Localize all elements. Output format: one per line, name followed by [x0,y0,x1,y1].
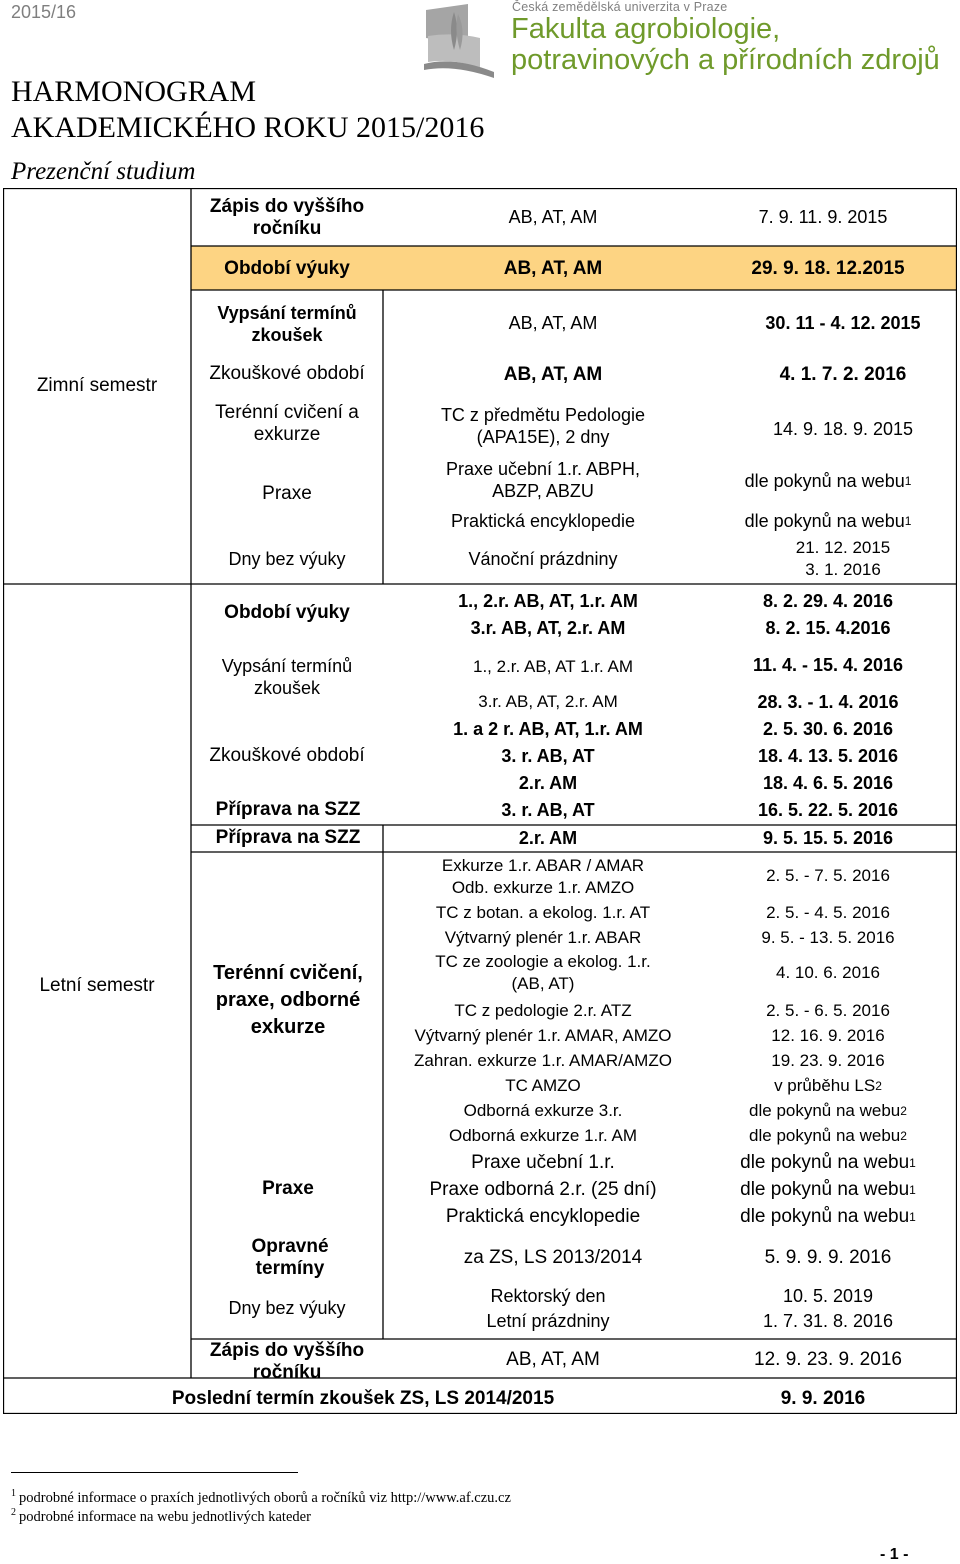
summer-field-date-8: v průběhu LS 2 [774,1076,882,1095]
summer-field-label: Terénní cvičení, praxe, odborné exkurze [213,961,363,1038]
summer-exam-signup-label: Vypsání termínů zkoušek [221,656,353,698]
summer-exam-signup-group-1: 1., 2.r. AB, AT 1.r. AM [472,657,633,676]
winter-holiday-group: Vánoční prázdniny [468,549,618,569]
summer-exam-signup-date-1: 11. 4. - 15. 4. 2016 [752,655,904,675]
summer-field-date-9: dle pokynů na webu 2 [749,1101,907,1120]
semester-label-summer: Letní semestr [39,975,155,996]
summer-szz-date-2: 9. 5. 15. 5. 2016 [762,828,894,848]
summer-practice-label: Praxe [262,1178,314,1199]
winter-practice-group-1: Praxe učební 1.r. ABPH, ABZP, ABZU [445,459,641,501]
summer-holiday-label: Dny bez výuky [228,1298,346,1318]
summer-szz-label-2: Příprava na SZZ [215,827,361,848]
winter-holiday-date: 21. 12. 2015 3. 1. 2016 [795,538,891,579]
winter-teaching-label: Období výuky [224,258,350,279]
summer-field-date-7: 19. 23. 9. 2016 [771,1051,885,1070]
summer-teaching-group-2: 3.r. AB, AT, 2.r. AM [470,618,626,638]
summer-holiday-date-2: 1. 7. 31. 8. 2016 [762,1311,894,1331]
footnote-1: $^1$ podrobné informace o praxích jednotlivých oborů a ročníků viz http://www.af.czu.cz [11,1488,511,1506]
winter-exam-period-label: Zkouškové období [209,363,365,384]
summer-field-group-7: Zahran. exkurze 1.r. AMAR/AMZO [414,1051,672,1070]
summer-exam-period-date-2: 18. 4. 13. 5. 2016 [757,746,899,766]
last-exam-date: 9. 9. 2016 [780,1388,866,1409]
summer-exam-signup-group-2: 3.r. AB, AT, 2.r. AM [478,692,618,711]
summer-field-group-3: Výtvarný plenér 1.r. ABAR [444,928,642,947]
summer-szz-group-2: 2.r. AM [518,828,578,848]
summer-field-date-10: dle pokynů na webu 2 [749,1126,907,1145]
summer-exam-period-label: Zkouškové období [209,745,365,766]
page-number: - 1 - [880,1546,909,1563]
summer-teaching-date-2: 8. 2. 15. 4.2016 [765,618,891,638]
summer-exam-period-group-3: 2.r. AM [518,773,578,793]
summer-exam-period-date-1: 2. 5. 30. 6. 2016 [762,719,894,739]
footnote-ref: 2 [900,1129,907,1143]
winter-holiday-label: Dny bez výuky [228,549,346,569]
summer-field-group-8: TC AMZO [505,1076,581,1095]
summer-retake-group: za ZS, LS 2013/2014 [463,1247,643,1268]
summer-enroll-group: AB, AT, AM [506,1349,600,1370]
winter-practice-label: Praxe [262,483,312,504]
footnote-ref: 2 [900,1104,907,1118]
footnote-ref: 2 [875,1079,882,1093]
summer-teaching-date-1: 8. 2. 29. 4. 2016 [762,591,894,611]
winter-exam-period-group: AB, AT, AM [503,364,603,385]
winter-practice-date-2: dle pokynů na webu 1 [744,511,912,531]
summer-retake-date: 5. 9. 9. 9. 2016 [764,1247,892,1268]
winter-enroll-date: 7. 9. 11. 9. 2015 [758,207,888,227]
winter-enroll-group: AB, AT, AM [508,207,598,227]
academic-year: 2015/16 [11,2,77,22]
footnote-ref: 1 [904,474,912,488]
winter-field-date: 14. 9. 18. 9. 2015 [772,419,914,439]
page-subtitle: Prezenční studium [11,158,196,185]
summer-field-date-4: 4. 10. 6. 2016 [776,963,880,982]
summer-practice-date-2: dle pokynů na webu 1 [740,1179,916,1200]
last-exam-label: Poslední termín zkoušek ZS, LS 2014/2015 [171,1388,555,1409]
summer-practice-date-3: dle pokynů na webu 1 [740,1206,916,1227]
summer-exam-signup-date-2: 28. 3. - 1. 4. 2016 [757,692,899,712]
summer-exam-period-date-3: 18. 4. 6. 5. 2016 [762,773,894,793]
summer-holiday-date-1: 10. 5. 2019 [782,1286,874,1306]
footnote-ref: 1 [909,1156,916,1170]
summer-field-group-10: Odborná exkurze 1.r. AM [448,1126,638,1145]
winter-enroll-label: Zápis do vyššího ročníku [209,196,365,239]
summer-retake-label: Opravné termíny [251,1236,329,1279]
summer-field-group-6: Výtvarný plenér 1.r. AMAR, AMZO [414,1026,672,1045]
summer-field-group-4: TC ze zoologie a ekolog. 1.r. (AB, AT) [435,952,651,993]
summer-field-date-2: 2. 5. - 4. 5. 2016 [766,903,890,922]
footnote-2: $^2$ podrobné informace na webu jednotlivých kateder [11,1507,311,1525]
summer-szz-date-1: 16. 5. 22. 5. 2016 [757,800,899,820]
university-name: Česká zemědělská univerzita v Praze [512,0,728,14]
summer-field-date-1: 2. 5. - 7. 5. 2016 [766,866,890,885]
university-emblem-icon [414,2,504,82]
faculty-name-line2: potravinových a přírodních zdrojů [511,44,940,76]
summer-practice-group-1: Praxe učební 1.r. [471,1152,615,1173]
summer-exam-period-group-2: 3. r. AB, AT [501,746,595,766]
page-title-line2: AKADEMICKÉHO ROKU 2015/2016 [11,111,485,144]
summer-practice-date-1: dle pokynů na webu 1 [740,1152,916,1173]
winter-exam-period-date: 4. 1. 7. 2. 2016 [779,364,907,385]
faculty-name [511,14,940,76]
summer-practice-group-2: Praxe odborná 2.r. (25 dní) [429,1179,657,1200]
winter-exam-signup-group: AB, AT, AM [508,313,598,333]
winter-exam-signup-label: Vypsání termínů zkoušek [217,303,357,345]
page-title [11,74,484,146]
footnote-divider [11,1472,298,1473]
schedule-table [3,188,957,1414]
summer-teaching-group-1: 1., 2.r. AB, AT, 1.r. AM [458,591,638,611]
footnote-ref: 1 [909,1210,916,1224]
summer-field-group-2: TC z botan. a ekolog. 1.r. AT [435,903,651,922]
winter-exam-signup-date: 30. 11 - 4. 12. 2015 [765,313,921,333]
summer-holiday-group-1: Rektorský den [490,1286,606,1306]
winter-field-group: TC z předmětu Pedologie (APA15E), 2 dny [440,405,646,447]
semester-label-winter: Zimní semestr [36,375,158,396]
winter-teaching-group: AB, AT, AM [503,258,603,279]
summer-exam-period-group-1: 1. a 2 r. AB, AT, 1.r. AM [453,719,643,739]
summer-field-group-5: TC z pedologie 2.r. ATZ [454,1001,632,1020]
summer-szz-group-1: 3. r. AB, AT [501,800,595,820]
summer-holiday-group-2: Letní prázdniny [486,1311,610,1331]
winter-field-label: Terénní cvičení a exkurze [215,402,359,445]
summer-field-date-3: 9. 5. - 13. 5. 2016 [761,928,895,947]
page-title-line1: HARMONOGRAM [11,75,257,108]
summer-szz-label-1: Příprava na SZZ [215,799,361,820]
winter-practice-group-2: Praktická encyklopedie [450,511,636,531]
footnote-ref: 1 [904,514,912,528]
summer-enroll-date: 12. 9. 23. 9. 2016 [754,1349,902,1370]
footnote-ref: 1 [909,1183,916,1197]
summer-field-group-1: Exkurze 1.r. ABAR / AMAR Odb. exkurze 1.r. AMZO [441,856,645,897]
summer-enroll-label: Zápis do vyššího ročníku [209,1340,365,1383]
faculty-name-line1: Fakulta agrobiologie, [511,13,781,45]
summer-teaching-label: Období výuky [224,602,350,623]
summer-field-date-5: 2. 5. - 6. 5. 2016 [766,1001,890,1020]
summer-field-date-6: 12. 16. 9. 2016 [771,1026,885,1045]
summer-field-group-9: Odborná exkurze 3.r. [463,1101,623,1120]
winter-teaching-date: 29. 9. 18. 12.2015 [751,258,905,279]
summer-practice-group-3: Praktická encyklopedie [445,1206,641,1227]
winter-practice-date-1: dle pokynů na webu 1 [744,471,912,491]
